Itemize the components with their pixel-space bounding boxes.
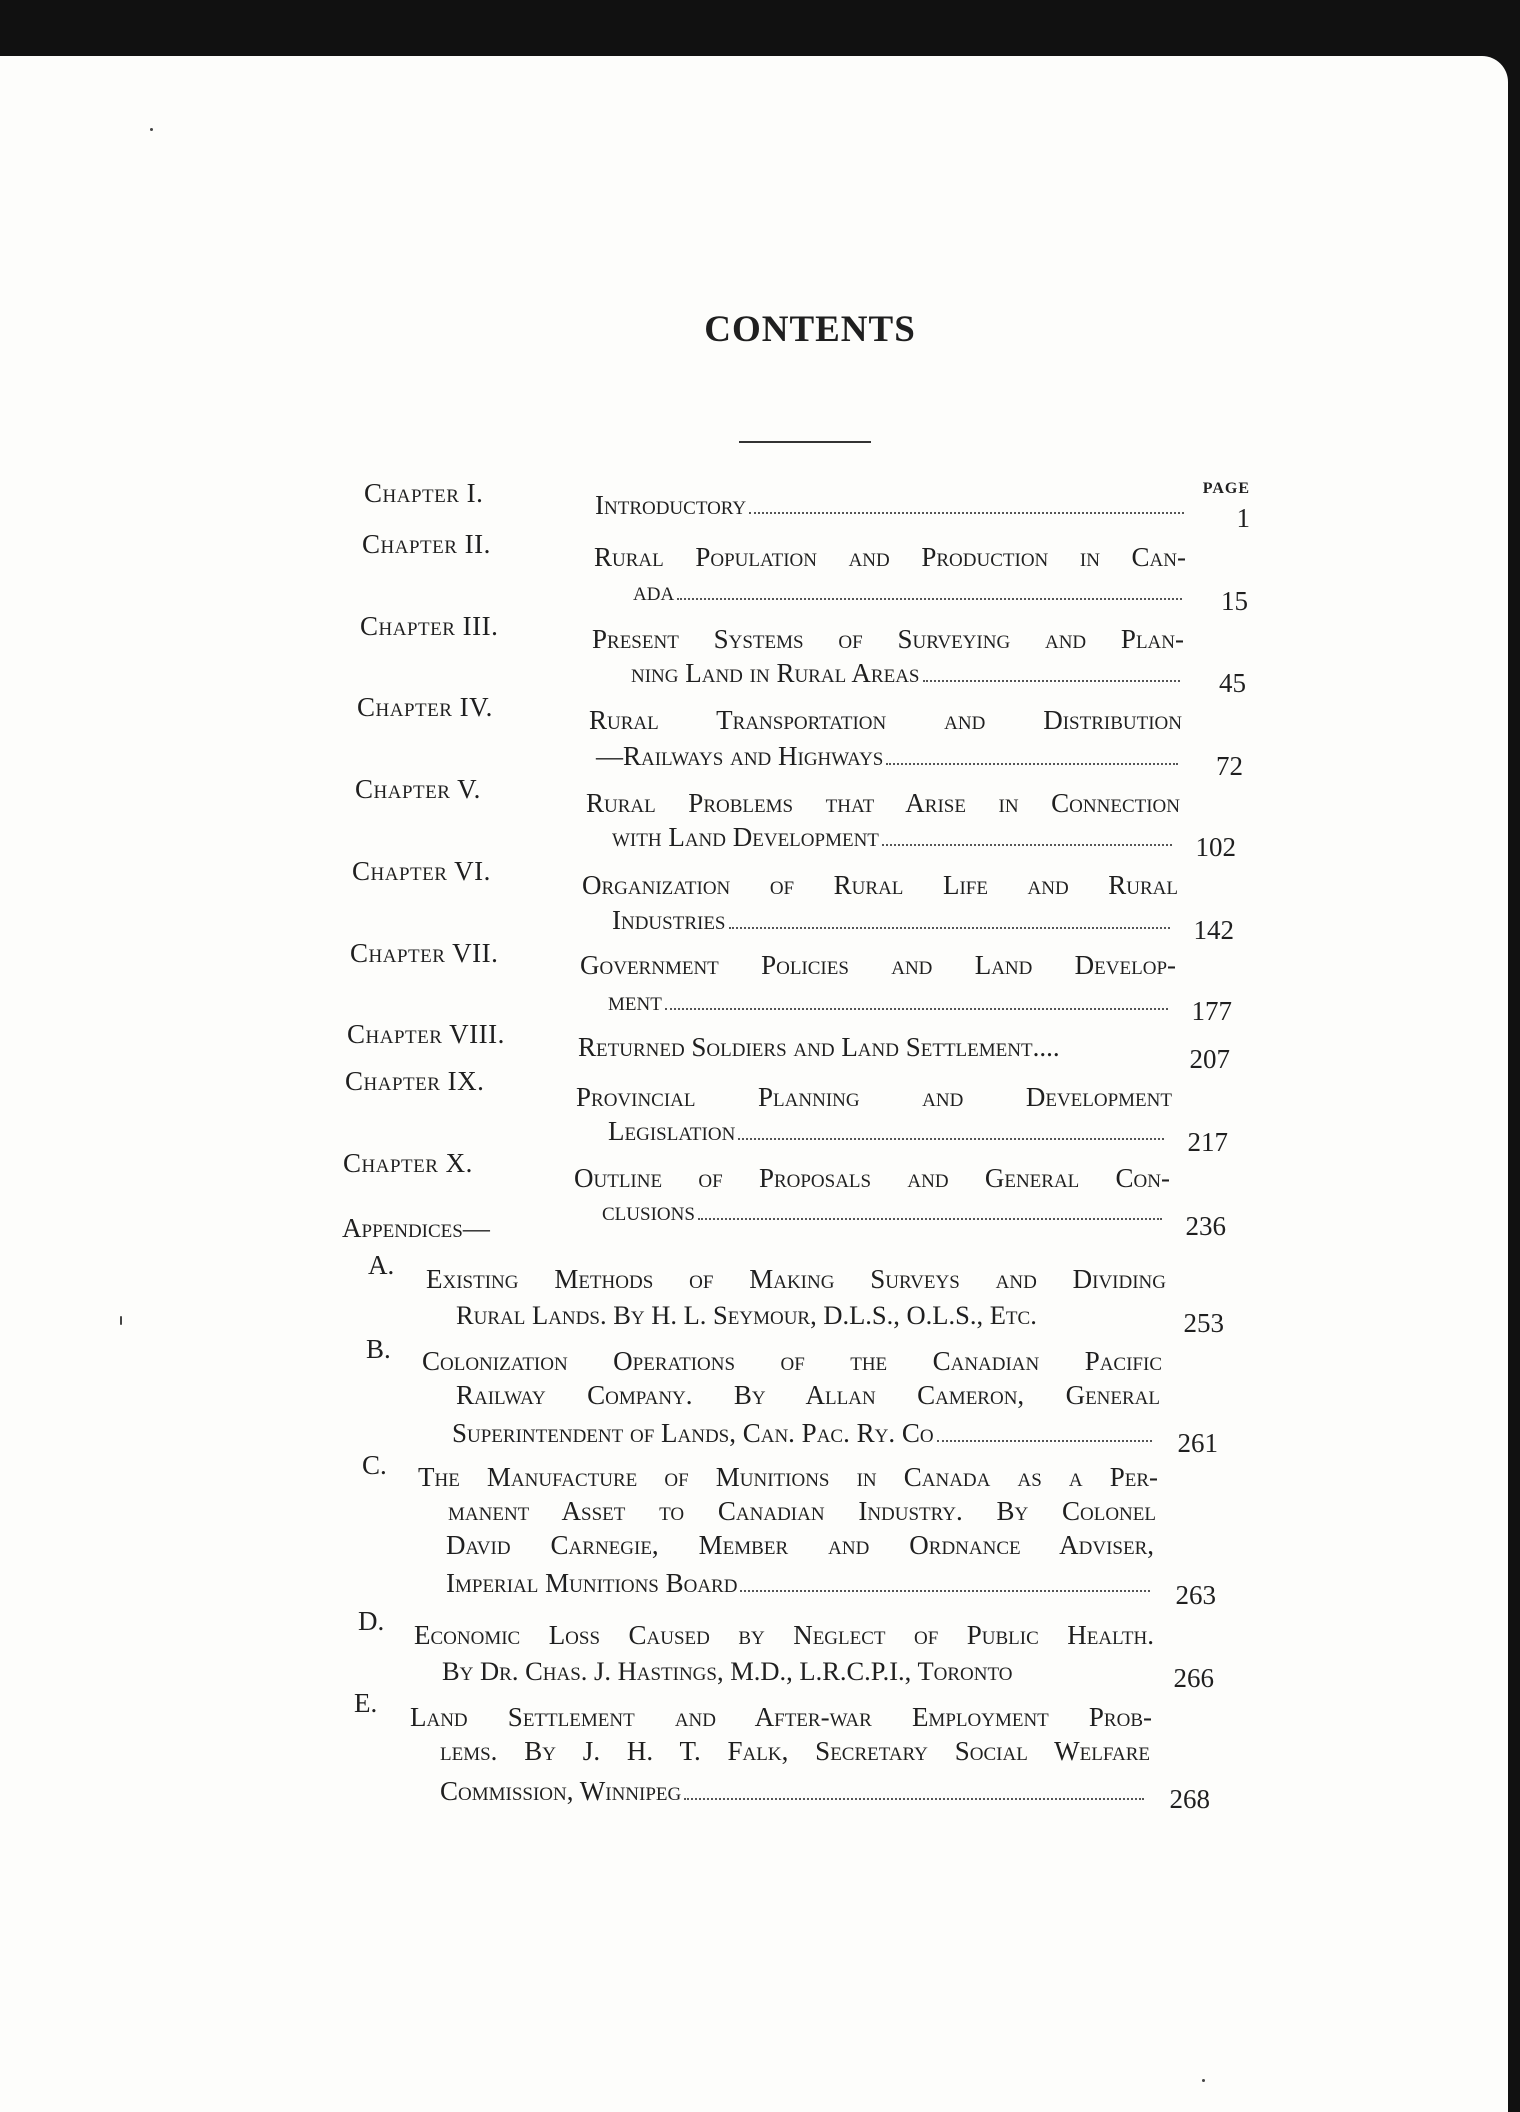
dot-leader <box>740 1568 1150 1592</box>
toc-leader-line <box>440 1776 1150 1806</box>
chapter-label: Chapter I. <box>364 478 484 508</box>
chapter-title-line: ning Land in Rural Areas <box>631 658 920 688</box>
toc-leader-line <box>602 1196 1168 1226</box>
appendix-title-line: Commission, Winnipeg <box>440 1776 682 1806</box>
chapter-title-line: Industries <box>612 905 726 935</box>
page-number: 261 <box>1177 1428 1218 1458</box>
paper-speck <box>1202 2079 1205 2082</box>
toc-leader-line <box>452 1418 1158 1448</box>
toc-leader-line <box>596 741 1184 771</box>
toc-leader-line <box>612 905 1176 935</box>
chapter-title-line: Legislation <box>608 1116 736 1146</box>
appendix-title-line: Colonization Operations of the Canadian Pacific <box>422 1346 1162 1376</box>
page-number: 15 <box>1221 586 1248 616</box>
appendix-title-line: The Manufacture of Munitions in Canada as a Per- <box>418 1462 1158 1492</box>
appendix-title-line: Economic Loss Caused by Neglect of Public Health. <box>414 1620 1154 1650</box>
dot-leader <box>665 986 1168 1010</box>
chapter-title-line: Government Policies and Land Develop- <box>580 950 1176 980</box>
chapter-title-line: clusions <box>602 1196 695 1226</box>
appendix-letter: A. <box>368 1250 395 1280</box>
page-number: 207 <box>1189 1044 1230 1074</box>
chapter-title-line: —Railways and Highways <box>596 741 884 771</box>
chapter-title-line: Rural Problems that Arise in Connection <box>586 788 1180 818</box>
appendix-letter: B. <box>366 1334 391 1364</box>
page-number: 253 <box>1183 1308 1224 1338</box>
dot-leader <box>677 576 1182 600</box>
chapter-label: Chapter IV. <box>357 692 493 722</box>
appendix-title-line: Railway Company. By Allan Cameron, General <box>456 1380 1160 1410</box>
page-number: 236 <box>1185 1211 1226 1241</box>
chapter-label: Chapter III. <box>360 611 499 641</box>
page-number: 268 <box>1169 1784 1210 1814</box>
appendix-title-line: Imperial Munitions Board <box>446 1568 738 1598</box>
chapter-label: Chapter X. <box>343 1148 473 1178</box>
toc-leader-line <box>608 986 1174 1016</box>
page-number: 266 <box>1173 1663 1214 1693</box>
appendices-heading: Appendices— <box>342 1213 490 1243</box>
chapter-title-line: Present Systems of Surveying and Plan- <box>592 624 1184 654</box>
chapter-label: Chapter VII. <box>350 938 499 968</box>
page-number: 177 <box>1191 996 1232 1026</box>
chapter-title-line: Rural Transportation and Distribution <box>589 705 1182 735</box>
dot-leader <box>698 1196 1162 1220</box>
dot-leader <box>882 822 1172 846</box>
toc-leader-line <box>446 1568 1156 1598</box>
dot-leader <box>937 1418 1152 1442</box>
dot-leader <box>684 1776 1144 1800</box>
toc-leader-line <box>608 1116 1170 1146</box>
chapter-title-line: Outline of Proposals and General Con- <box>574 1163 1170 1193</box>
page-column-header: PAGE <box>1202 480 1250 497</box>
chapter-title-line: ada <box>633 576 675 606</box>
chapter-title-line: Rural Population and Production in Can- <box>594 542 1186 572</box>
chapter-label: Chapter VI. <box>352 856 491 886</box>
chapter-title-line: Returned Soldiers and Land Settlement.... <box>578 1032 1060 1062</box>
appendix-title-line: manent Asset to Canadian Industry. By Colonel <box>448 1496 1156 1526</box>
appendix-letter: E. <box>354 1688 378 1718</box>
toc-leader-line <box>612 822 1178 852</box>
chapter-title-line: ment <box>608 986 662 1016</box>
paper-speck <box>120 1316 122 1325</box>
chapter-label: Chapter VIII. <box>347 1019 505 1049</box>
chapter-label: Chapter IX. <box>345 1066 485 1096</box>
appendix-title-line: Existing Methods of Making Surveys and Dividing <box>426 1264 1166 1294</box>
page-number: 263 <box>1175 1580 1216 1610</box>
appendix-letter: D. <box>358 1606 385 1636</box>
appendix-title-line: David Carnegie, Member and Ordnance Adviser, <box>446 1530 1154 1560</box>
page-title: CONTENTS <box>704 309 916 350</box>
toc-leader-line <box>595 490 1190 520</box>
paper-speck <box>150 128 153 131</box>
page-number: 1 <box>1236 503 1250 533</box>
page-number: 217 <box>1187 1127 1228 1157</box>
chapter-title: Introductory <box>595 490 747 520</box>
chapter-title-line: Organization of Rural Life and Rural <box>582 870 1178 900</box>
chapter-label: Chapter II. <box>362 529 491 559</box>
appendix-title-line: By Dr. Chas. J. Hastings, M.D., L.R.C.P.I., Toronto <box>442 1656 1013 1686</box>
dot-leader <box>749 490 1184 514</box>
appendix-title-line: Superintendent of Lands, Can. Pac. Ry. Co <box>452 1418 934 1448</box>
chapter-title-line: with Land Development <box>612 822 879 852</box>
page-number: 45 <box>1219 668 1246 698</box>
chapter-title-line: Provincial Planning and Development <box>576 1082 1172 1112</box>
dot-leader <box>729 905 1170 929</box>
dot-leader <box>738 1116 1164 1140</box>
appendix-title-line: Rural Lands. By H. L. Seymour, D.L.S., O.L.S., Etc. <box>456 1300 1037 1330</box>
chapter-label: Chapter V. <box>355 774 481 804</box>
page-number: 102 <box>1195 832 1236 862</box>
toc-leader-line <box>633 576 1188 606</box>
appendix-title-line: Land Settlement and After-war Employment Prob- <box>410 1702 1152 1732</box>
page-number: 72 <box>1216 751 1243 781</box>
dot-leader <box>923 658 1180 682</box>
page-number: 142 <box>1193 915 1234 945</box>
dot-leader <box>886 741 1178 765</box>
appendix-letter: C. <box>362 1450 387 1480</box>
toc-leader-line <box>631 658 1186 688</box>
appendix-title-line: lems. By J. H. T. Falk, Secretary Social Welfare <box>440 1736 1150 1766</box>
